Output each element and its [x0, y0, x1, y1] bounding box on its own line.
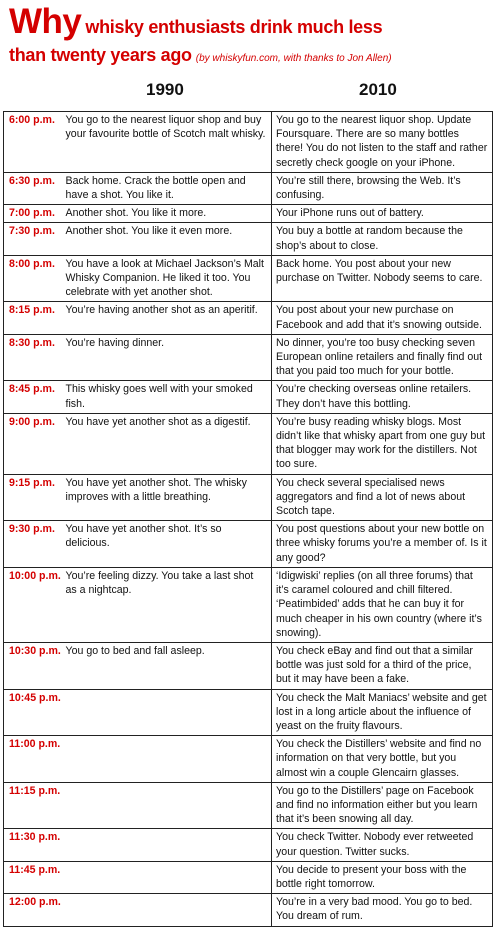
cell-1990: You go to bed and fall asleep. [63, 642, 272, 689]
table-row [4, 334, 493, 381]
table-row [4, 567, 493, 642]
table-row [4, 172, 493, 204]
cell-2010 [272, 172, 493, 204]
cell-2010-text: You’re busy reading whisky blogs. Most didn’t like that whisky apart from one guy but that blogger may work for the distillers. Not too sure. [276, 415, 486, 471]
table-row [4, 255, 493, 302]
cell-2010 [272, 205, 493, 223]
cell-2010-text: You check several specialised news aggregators and find a lot of news about Scotch tape. [276, 476, 466, 518]
cell-1990 [63, 782, 272, 829]
cell-1990: You have yet another shot as a digestif. [63, 413, 272, 474]
cell-2010-text: Your iPhone runs out of battery. [276, 207, 424, 220]
time-cell: 6:30 p.m. [4, 172, 63, 204]
cell-2010 [272, 112, 493, 173]
cell-2010 [272, 413, 493, 474]
cell-2010-text: ‘Idigwiski’ replies (on all three forums) that it’s caramel coloured and chill filtered. [276, 569, 473, 597]
time-cell: 6:00 p.m. [4, 112, 63, 173]
cell-2010 [272, 894, 493, 926]
cell-1990: Another shot. You like it more. [63, 205, 272, 223]
table-row [4, 302, 493, 334]
cell-1990: You’re having another shot as an aperitif. [63, 302, 272, 334]
cell-2010-text: You’re in a very bad mood. You go to bed. You dream of rum. [276, 896, 473, 923]
column-header-1990: 1990 [146, 80, 184, 99]
time-cell: 9:15 p.m. [4, 474, 63, 521]
time-cell: 8:30 p.m. [4, 334, 63, 381]
cell-2010 [272, 521, 493, 568]
time-cell: 10:45 p.m. [4, 689, 63, 736]
cell-1990: Back home. Crack the bottle open and have a shot. You like it. [63, 172, 272, 204]
cell-2010 [272, 474, 493, 521]
cell-2010 [272, 642, 493, 689]
cell-1990: Another shot. You like it even more. [63, 223, 272, 255]
cell-1990 [63, 894, 272, 926]
table-row [4, 894, 493, 926]
time-cell: 11:30 p.m. [4, 829, 63, 861]
cell-2010 [272, 861, 493, 893]
title-line-1 [9, 2, 382, 42]
cell-1990 [63, 829, 272, 861]
time-cell: 11:00 p.m. [4, 736, 63, 783]
title-line-1-text: whisky enthusiasts drink much less [85, 17, 383, 37]
title-line-2-text: than twenty years ago [9, 45, 192, 65]
time-cell: 10:00 p.m. [4, 567, 63, 642]
table-row [4, 223, 493, 255]
time-cell: 8:15 p.m. [4, 302, 63, 334]
cell-2010-text: You check Twitter. Nobody ever retweeted your question. Twitter sucks. [276, 831, 474, 858]
cell-2010 [272, 567, 493, 642]
cell-2010-text: You’re still there, browsing the Web. It’s confusing. [276, 174, 461, 202]
cell-2010 [272, 223, 493, 255]
cell-1990: This whisky goes well with your smoked fish. [63, 381, 272, 413]
column-header-2010: 2010 [359, 80, 397, 99]
cell-1990: You have a look at Michael Jackson’s Malt Whisky Companion. He liked it too. You celebrate with yet another shot. [63, 255, 272, 302]
time-cell: 8:00 p.m. [4, 255, 63, 302]
cell-2010-text: You check eBay and find out that a similar bottle was just sold for a third of the price, but it may have been a fake. [276, 644, 473, 686]
cell-2010-text: You decide to present your boss with the bottle right tomorrow. [276, 863, 467, 890]
table-row [4, 782, 493, 829]
table-row [4, 689, 493, 736]
cell-2010 [272, 689, 493, 736]
time-cell: 8:45 p.m. [4, 381, 63, 413]
time-cell: 12:00 p.m. [4, 894, 63, 926]
credit-note: (by whiskyfun.com, with thanks to Jon Allen) [195, 53, 392, 64]
time-cell: 9:30 p.m. [4, 521, 63, 568]
cell-2010 [272, 736, 493, 783]
cell-2010-text: You post about your new purchase on Facebook and add that it’s snowing outside. [276, 304, 482, 331]
cell-2010-text: You post questions about your new bottle on three whisky forums you’re a member of. Is it any good? [276, 523, 487, 564]
table-row [4, 381, 493, 413]
time-cell: 7:30 p.m. [4, 223, 63, 255]
table-row [4, 642, 493, 689]
table-row [4, 521, 493, 568]
time-cell: 7:00 p.m. [4, 205, 63, 223]
cell-2010-text: Back home. You post about your new purchase on Twitter. Nobody seems to care. [276, 257, 483, 285]
cell-2010-text: You go to the Distillers’ page on Facebook and find no information either but you learn that it’s been snowing all day. [276, 784, 478, 826]
timeline-table [3, 111, 493, 927]
cell-2010-text: No dinner, you’re too busy checking seven European online retailers and finally find out that you paid too much for your bottle. [276, 336, 483, 378]
time-cell: 11:45 p.m. [4, 861, 63, 893]
cell-2010-text: You check the Distillers’ website and find no information on that very bottle, but you almost win a couple Glencairn glasses. [276, 738, 482, 779]
cell-1990 [63, 736, 272, 783]
cell-2010 [272, 829, 493, 861]
cell-1990: You go to the nearest liquor shop and buy your favourite bottle of Scotch malt whisky. [63, 112, 272, 173]
cell-2010-text: You check the Malt Maniacs’ website and get lost in a long article about the influence of yeast on the fruity flavours. [276, 691, 487, 732]
table-row [4, 413, 493, 474]
table-row [4, 861, 493, 893]
cell-1990 [63, 689, 272, 736]
table-row [4, 112, 493, 173]
cell-2010-text: You’re checking overseas online retailers. They don’t have this bottling. [276, 383, 472, 410]
table-row [4, 205, 493, 223]
time-cell: 11:15 p.m. [4, 782, 63, 829]
table-row [4, 829, 493, 861]
cell-2010 [272, 302, 493, 334]
table-row [4, 474, 493, 521]
cell-1990: You’re feeling dizzy. You take a last shot as a nightcap. [63, 567, 272, 642]
cell-1990: You have yet another shot. The whisky improves with a little breathing. [63, 474, 272, 521]
cell-1990 [63, 861, 272, 893]
time-cell: 9:00 p.m. [4, 413, 63, 474]
cell-2010 [272, 381, 493, 413]
table-row [4, 736, 493, 783]
cell-1990: You have yet another shot. It’s so delicious. [63, 521, 272, 568]
cell-2010 [272, 782, 493, 829]
timeline-rows [4, 112, 493, 927]
cell-2010-text: You buy a bottle at random because the shop’s about to close. [276, 225, 463, 252]
cell-2010 [272, 255, 493, 302]
title-why: Why [9, 2, 82, 41]
time-cell: 10:30 p.m. [4, 642, 63, 689]
title-line-2 [9, 45, 392, 66]
cell-2010-text: You go to the nearest liquor shop. Update Foursquare. There are so many bottles there! You do not listen to the staff and rather secretly check google on your iPhone. [276, 114, 488, 169]
cell-1990: You’re having dinner. [63, 334, 272, 381]
cell-2010-extra-text: ‘Peatimbided’ adds that he can buy it for much cheaper in his own country (where it’s snowing). [276, 598, 482, 639]
cell-2010 [272, 334, 493, 381]
